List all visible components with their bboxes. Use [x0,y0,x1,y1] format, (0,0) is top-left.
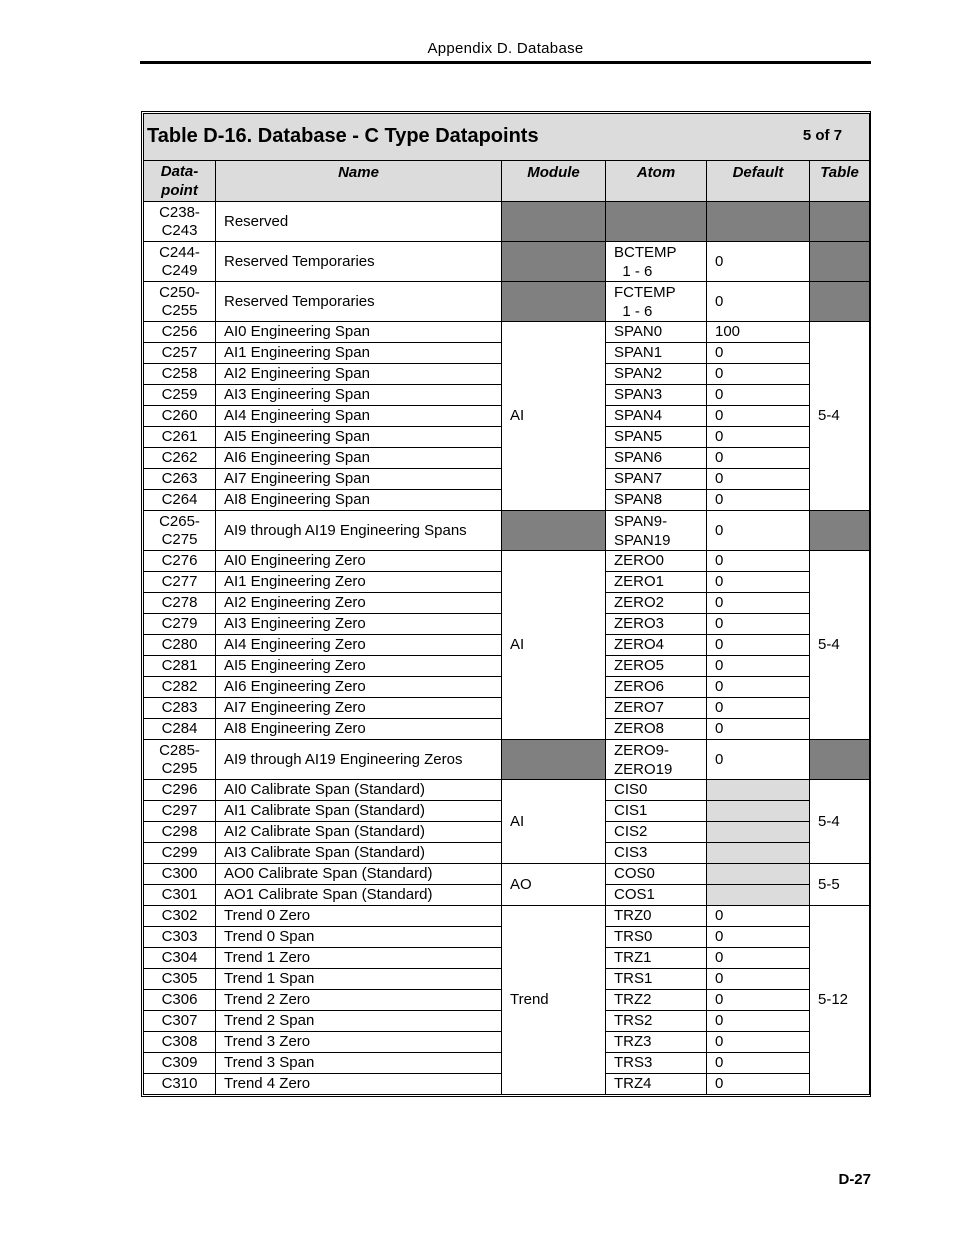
cell-name: AI9 through AI19 Engineering Zeros [216,740,502,780]
cell-datapoint: C256 [144,322,216,343]
table-row [144,282,870,322]
cell-name: AI7 Engineering Zero [216,698,502,719]
cell-datapoint: C257 [144,343,216,364]
col-header-datapoint: Data- point [144,161,216,202]
cell-datapoint: C284 [144,719,216,740]
cell-default: 0 [707,656,810,677]
cell-datapoint: C309 [144,1053,216,1074]
col-header-module: Module [502,161,606,202]
cell-default: 0 [707,677,810,698]
cell-name: AI5 Engineering Span [216,427,502,448]
cell-default: 0 [707,364,810,385]
cell-default: 0 [707,990,810,1011]
cell-datapoint: C238- C243 [144,202,216,242]
cell-datapoint: C280 [144,635,216,656]
cell-datapoint: C285- C295 [144,740,216,780]
cell-atom: COS0 [606,864,707,885]
cell-datapoint: C276 [144,551,216,572]
cell-table-ref: 5-12 [810,906,870,1095]
cell-datapoint: C283 [144,698,216,719]
cell-name: Reserved Temporaries [216,282,502,322]
cell-datapoint: C250- C255 [144,282,216,322]
cell-datapoint: C301 [144,885,216,906]
cell-default: 0 [707,1011,810,1032]
cell-name: Trend 0 Zero [216,906,502,927]
cell-default: 0 [707,511,810,551]
cell-name: AI5 Engineering Zero [216,656,502,677]
cell-atom: TRS2 [606,1011,707,1032]
cell-atom: ZERO9- ZERO19 [606,740,707,780]
cell-table-ref [810,242,870,282]
cell-name: AI2 Calibrate Span (Standard) [216,822,502,843]
cell-atom: TRS1 [606,969,707,990]
cell-atom: ZERO8 [606,719,707,740]
cell-atom: SPAN3 [606,385,707,406]
cell-name: AI0 Engineering Zero [216,551,502,572]
cell-name: AO0 Calibrate Span (Standard) [216,864,502,885]
cell-name: AI1 Engineering Span [216,343,502,364]
cell-datapoint: C297 [144,801,216,822]
cell-module: AI [502,322,606,511]
cell-datapoint: C310 [144,1074,216,1095]
cell-default: 0 [707,469,810,490]
cell-table-ref [810,740,870,780]
cell-atom: TRZ3 [606,1032,707,1053]
cell-module: Trend [502,906,606,1095]
cell-default: 0 [707,969,810,990]
column-header-row [144,161,870,202]
cell-datapoint: C308 [144,1032,216,1053]
cell-table-ref [810,511,870,551]
cell-default: 100 [707,322,810,343]
cell-default: 0 [707,343,810,364]
cell-datapoint: C281 [144,656,216,677]
cell-name: Reserved [216,202,502,242]
cell-default: 0 [707,948,810,969]
table-title: Table D-16. Database - C Type Datapoints [147,125,539,147]
cell-module [502,242,606,282]
cell-datapoint: C278 [144,593,216,614]
cell-atom: ZERO0 [606,551,707,572]
cell-atom: TRZ0 [606,906,707,927]
cell-atom: ZERO1 [606,572,707,593]
cell-module [502,202,606,242]
running-header: Appendix D. Database [427,40,584,57]
cell-default: 0 [707,593,810,614]
cell-module: AO [502,864,606,906]
col-header-atom: Atom [606,161,707,202]
cell-name: AI2 Engineering Span [216,364,502,385]
cell-table-ref: 5-4 [810,551,870,740]
cell-name: AI7 Engineering Span [216,469,502,490]
cell-datapoint: C262 [144,448,216,469]
cell-atom: ZERO6 [606,677,707,698]
col-header-table: Table [810,161,870,202]
cell-module [502,740,606,780]
table-row [144,740,870,780]
cell-datapoint: C282 [144,677,216,698]
cell-datapoint: C299 [144,843,216,864]
cell-default: 0 [707,698,810,719]
cell-module: AI [502,780,606,864]
cell-default: 0 [707,740,810,780]
cell-atom: ZERO5 [606,656,707,677]
cell-name: Trend 1 Span [216,969,502,990]
cell-name: AI3 Engineering Span [216,385,502,406]
cell-atom: SPAN1 [606,343,707,364]
cell-atom: TRZ1 [606,948,707,969]
cell-name: Trend 4 Zero [216,1074,502,1095]
cell-name: AI3 Calibrate Span (Standard) [216,843,502,864]
cell-datapoint: C260 [144,406,216,427]
cell-datapoint: C305 [144,969,216,990]
cell-atom: SPAN0 [606,322,707,343]
datapoint-table-frame [141,111,871,1097]
cell-default: 0 [707,635,810,656]
cell-datapoint: C306 [144,990,216,1011]
cell-atom: SPAN6 [606,448,707,469]
cell-atom: SPAN4 [606,406,707,427]
table-title-row [144,114,870,161]
cell-default [707,885,810,906]
cell-datapoint: C279 [144,614,216,635]
cell-datapoint: C259 [144,385,216,406]
table-row [144,780,870,801]
cell-default [707,801,810,822]
cell-default: 0 [707,242,810,282]
cell-default [707,780,810,801]
cell-name: AI6 Engineering Zero [216,677,502,698]
cell-name: Trend 3 Zero [216,1032,502,1053]
cell-default: 0 [707,427,810,448]
table-row [144,242,870,282]
cell-table-ref: 5-4 [810,322,870,511]
cell-atom: TRZ4 [606,1074,707,1095]
cell-table-ref [810,202,870,242]
cell-datapoint: C307 [144,1011,216,1032]
cell-default: 0 [707,1074,810,1095]
cell-name: Reserved Temporaries [216,242,502,282]
cell-default [707,202,810,242]
cell-name: AI9 through AI19 Engineering Spans [216,511,502,551]
table-row [144,906,870,927]
cell-default: 0 [707,385,810,406]
cell-name: AI2 Engineering Zero [216,593,502,614]
cell-atom: TRZ2 [606,990,707,1011]
cell-name: AI3 Engineering Zero [216,614,502,635]
cell-default: 0 [707,572,810,593]
cell-name: AI0 Engineering Span [216,322,502,343]
cell-default: 0 [707,448,810,469]
cell-atom [606,202,707,242]
cell-table-ref: 5-5 [810,864,870,906]
cell-atom: FCTEMP 1 - 6 [606,282,707,322]
cell-atom: BCTEMP 1 - 6 [606,242,707,282]
cell-table-ref: 5-4 [810,780,870,864]
cell-datapoint: C300 [144,864,216,885]
cell-atom: TRS0 [606,927,707,948]
cell-default: 0 [707,1053,810,1074]
cell-default: 0 [707,614,810,635]
cell-datapoint: C277 [144,572,216,593]
cell-name: AI4 Engineering Span [216,406,502,427]
cell-default: 0 [707,490,810,511]
cell-default: 0 [707,406,810,427]
table-row [144,864,870,885]
cell-name: AI1 Engineering Zero [216,572,502,593]
cell-datapoint: C264 [144,490,216,511]
cell-default: 0 [707,719,810,740]
cell-default: 0 [707,1032,810,1053]
cell-atom: CIS1 [606,801,707,822]
cell-atom: CIS2 [606,822,707,843]
cell-name: Trend 1 Zero [216,948,502,969]
cell-default: 0 [707,282,810,322]
cell-default: 0 [707,551,810,572]
cell-datapoint: C258 [144,364,216,385]
cell-atom: TRS3 [606,1053,707,1074]
table-row [144,551,870,572]
header-rule [140,61,871,64]
table-row [144,511,870,551]
cell-name: Trend 0 Span [216,927,502,948]
cell-default: 0 [707,927,810,948]
cell-atom: SPAN7 [606,469,707,490]
cell-datapoint: C263 [144,469,216,490]
cell-datapoint: C265- C275 [144,511,216,551]
page-number: D-27 [838,1171,871,1188]
cell-name: Trend 2 Span [216,1011,502,1032]
cell-datapoint: C303 [144,927,216,948]
cell-datapoint: C244- C249 [144,242,216,282]
cell-atom: SPAN9- SPAN19 [606,511,707,551]
cell-name: AO1 Calibrate Span (Standard) [216,885,502,906]
cell-datapoint: C302 [144,906,216,927]
cell-module [502,511,606,551]
cell-name: AI4 Engineering Zero [216,635,502,656]
cell-datapoint: C261 [144,427,216,448]
cell-atom: CIS0 [606,780,707,801]
table-title-cell [144,114,870,161]
cell-atom: SPAN5 [606,427,707,448]
cell-name: AI8 Engineering Span [216,490,502,511]
cell-atom: SPAN8 [606,490,707,511]
cell-atom: CIS3 [606,843,707,864]
cell-atom: ZERO3 [606,614,707,635]
cell-name: AI0 Calibrate Span (Standard) [216,780,502,801]
cell-datapoint: C298 [144,822,216,843]
cell-atom: SPAN2 [606,364,707,385]
cell-atom: ZERO4 [606,635,707,656]
cell-atom: ZERO2 [606,593,707,614]
cell-default [707,864,810,885]
table-page-indicator: 5 of 7 [802,127,843,144]
cell-module: AI [502,551,606,740]
cell-name: Trend 2 Zero [216,990,502,1011]
col-header-name: Name [216,161,502,202]
cell-datapoint: C296 [144,780,216,801]
cell-name: Trend 3 Span [216,1053,502,1074]
datapoint-table [143,113,870,1095]
cell-name: AI8 Engineering Zero [216,719,502,740]
cell-module [502,282,606,322]
cell-name: AI1 Calibrate Span (Standard) [216,801,502,822]
cell-atom: COS1 [606,885,707,906]
table-row [144,202,870,242]
cell-default [707,822,810,843]
table-row [144,322,870,343]
cell-atom: ZERO7 [606,698,707,719]
cell-datapoint: C304 [144,948,216,969]
cell-name: AI6 Engineering Span [216,448,502,469]
cell-default [707,843,810,864]
col-header-default: Default [707,161,810,202]
cell-table-ref [810,282,870,322]
cell-default: 0 [707,906,810,927]
